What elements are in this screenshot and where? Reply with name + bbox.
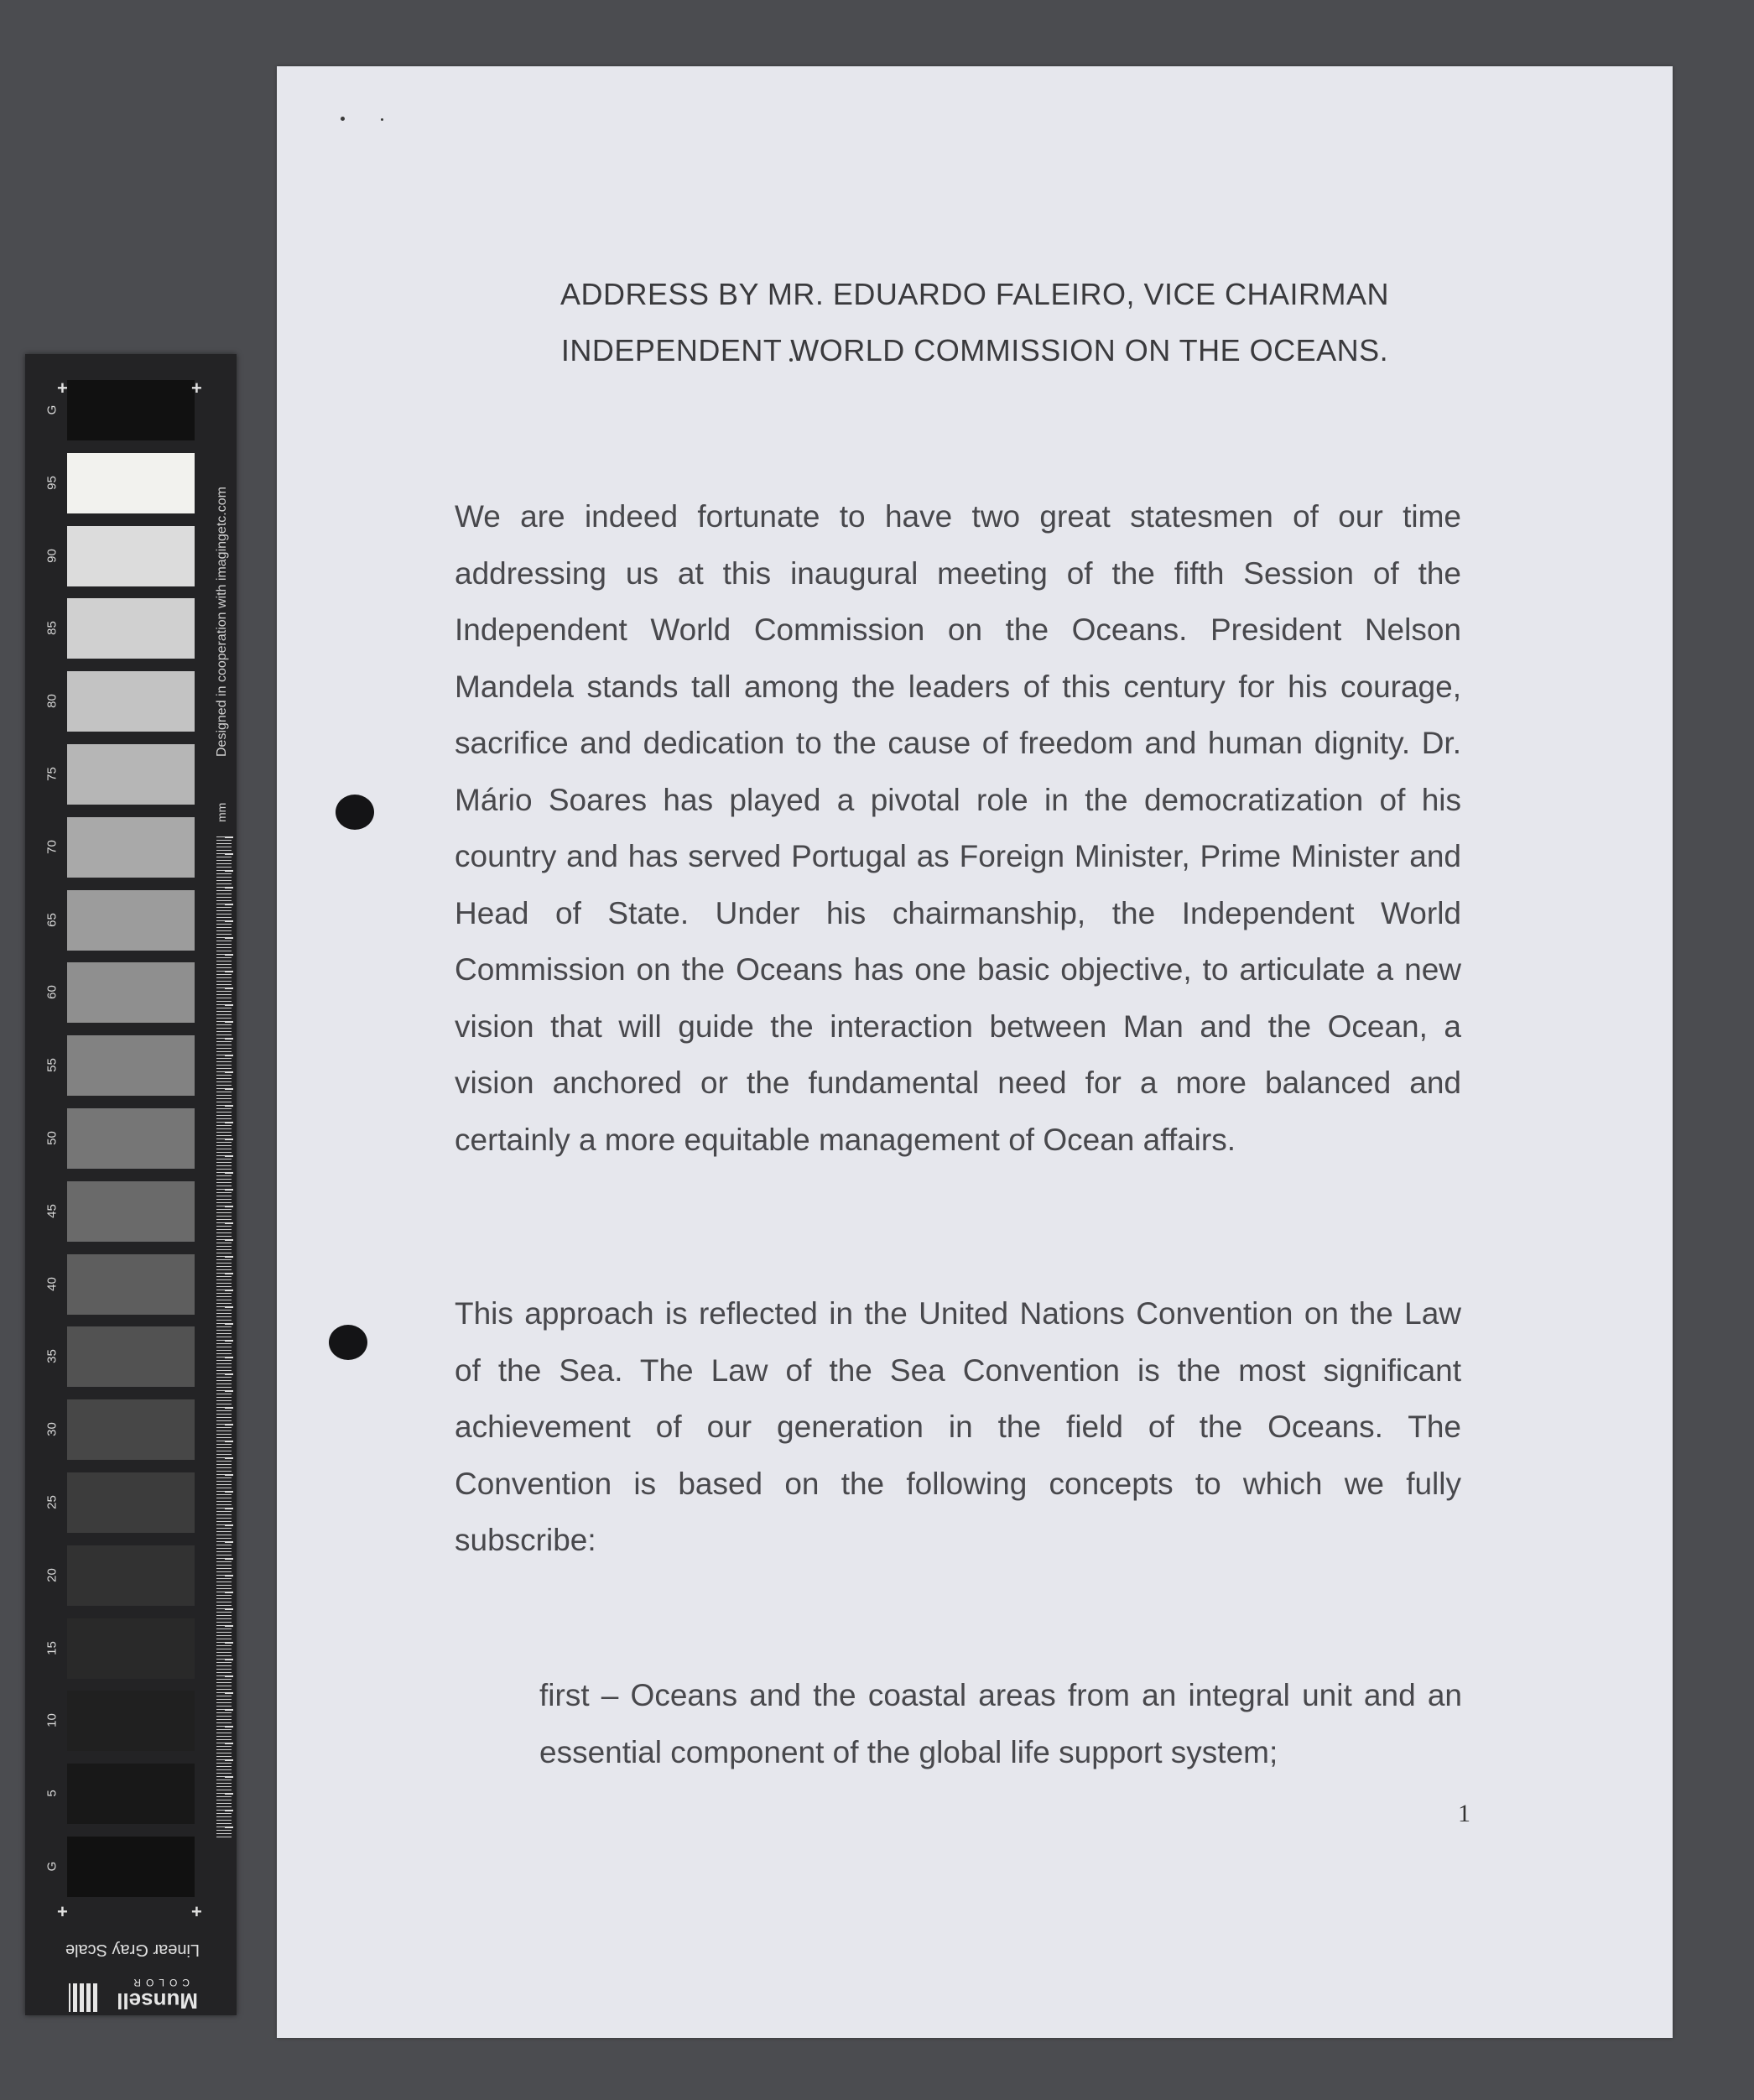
scale-name: Linear Gray Scale bbox=[65, 1941, 200, 1959]
title-line: INDEPENDENT WORLD COMMISSION ON THE OCEANS. bbox=[560, 333, 1389, 367]
grade-label: 45 bbox=[44, 1203, 60, 1218]
document-page bbox=[277, 66, 1673, 2038]
munsell-grid-icon bbox=[69, 1983, 97, 2012]
gray-swatch bbox=[67, 1108, 195, 1169]
munsell-logo bbox=[55, 1973, 223, 2020]
grade-label: 65 bbox=[44, 912, 60, 927]
paragraph: This approach is reflected in the United Nations Convention on the Law of the Sea. The Law of the Sea Convention is the most significant achievement of our generation in the field of the Oceans. The Convention is based on the following concepts to which we fully subscribe: bbox=[455, 1296, 1461, 1557]
grade-label: 15 bbox=[44, 1640, 60, 1655]
plus-mark: + bbox=[57, 1901, 68, 1922]
grade-label: 50 bbox=[44, 1131, 60, 1145]
grade-label: 25 bbox=[44, 1495, 60, 1509]
grade-label: 55 bbox=[44, 1058, 60, 1073]
grade-label: 10 bbox=[44, 1713, 60, 1728]
gray-swatch bbox=[67, 453, 195, 513]
paper-speck bbox=[341, 117, 345, 121]
page-number: 1 bbox=[1458, 1800, 1470, 1827]
gray-swatch bbox=[67, 1326, 195, 1387]
gray-swatch bbox=[67, 1399, 195, 1460]
gray-swatch bbox=[67, 1618, 195, 1679]
gray-swatch bbox=[67, 598, 195, 659]
grade-label: 40 bbox=[44, 1276, 60, 1291]
plus-mark: + bbox=[191, 1901, 202, 1922]
grade-label: 75 bbox=[44, 767, 60, 781]
plus-mark: + bbox=[57, 378, 68, 399]
gray-swatch bbox=[67, 817, 195, 878]
punch-hole bbox=[336, 795, 374, 830]
gray-scale-strip bbox=[25, 354, 237, 2015]
gray-swatch bbox=[67, 1035, 195, 1096]
munsell-sub: COLOR bbox=[128, 1977, 190, 1988]
gray-swatch bbox=[67, 1837, 195, 1897]
grade-label: 95 bbox=[44, 475, 60, 490]
title-line: ADDRESS BY MR. EDUARDO FALEIRO, VICE CHAIRMAN bbox=[560, 277, 1389, 311]
grade-label: 80 bbox=[44, 694, 60, 709]
gray-swatch bbox=[67, 890, 195, 951]
grade-label: 5 bbox=[44, 1790, 60, 1797]
paper-speck bbox=[381, 118, 383, 121]
gray-swatch bbox=[67, 962, 195, 1023]
document-title bbox=[277, 266, 1673, 378]
grade-label: G bbox=[44, 1861, 60, 1872]
gray-swatch bbox=[67, 1545, 195, 1606]
grade-label: 90 bbox=[44, 548, 60, 563]
gray-swatch bbox=[67, 1691, 195, 1751]
munsell-brand: Munsell bbox=[117, 1988, 198, 2014]
grade-label: 20 bbox=[44, 1567, 60, 1582]
grade-label: 70 bbox=[44, 839, 60, 854]
paragraph: We are indeed fortunate to have two great statesmen of our time addressing us at this inaugural meeting of the fifth Session of the Independent World Commission on the Oceans. President Nelson Mandela stands tall among the leaders of this century for his courage, sacrifice and dedication to the cause of freedom and human dignity. Dr. Mário Soares has played a pivotal role in the democratization of his country and has served Portugal as Foreign Minister, Prime Minister and Head of State. Under his chairmanship, the Independent World Commission on the Oceans has one basic objective, to articulate a new vision that will guide the interaction between Man and the Ocean, a vision anchored or the fundamental need for a more balanced and certainly a more equitable management of Ocean affairs. bbox=[455, 499, 1461, 1157]
gray-swatch bbox=[67, 1472, 195, 1533]
plus-mark: + bbox=[191, 378, 202, 399]
gray-swatch bbox=[67, 526, 195, 586]
gray-swatch bbox=[67, 671, 195, 732]
grade-label: 85 bbox=[44, 621, 60, 636]
gray-swatch bbox=[67, 1764, 195, 1824]
grade-label: G bbox=[44, 404, 60, 415]
grade-label: 35 bbox=[44, 1349, 60, 1364]
punch-hole bbox=[329, 1325, 367, 1360]
gray-swatch bbox=[67, 1181, 195, 1242]
gray-swatch bbox=[67, 1254, 195, 1315]
gray-swatch bbox=[67, 380, 195, 440]
designed-by-text: Designed in cooperation with imagingetc.com bbox=[215, 487, 229, 757]
ruler-major-ticks bbox=[225, 836, 233, 1839]
grade-label: 30 bbox=[44, 1422, 60, 1437]
gray-swatch bbox=[67, 744, 195, 805]
list-item: first – Oceans and the coastal areas from an integral unit and an essential component of the global life support system; bbox=[539, 1678, 1462, 1769]
grade-label: 60 bbox=[44, 985, 60, 1000]
unit-label: mm bbox=[215, 802, 228, 822]
